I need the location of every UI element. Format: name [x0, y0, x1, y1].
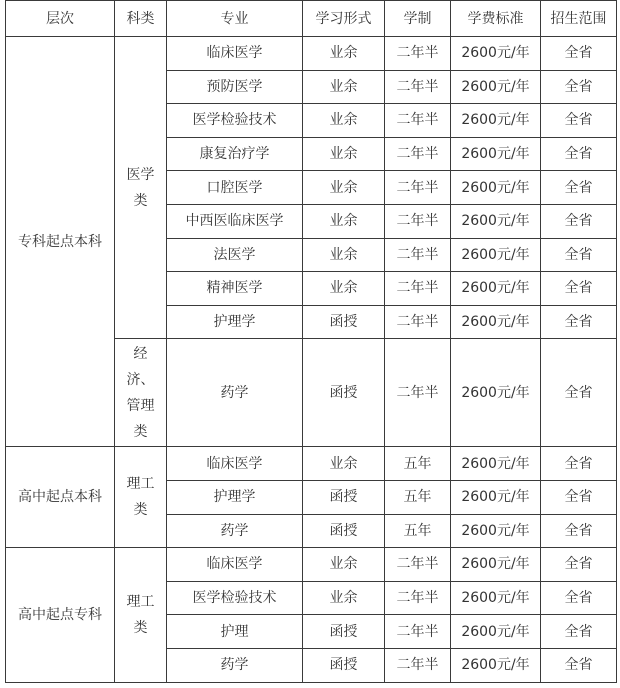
- header-duration: 学制: [385, 1, 451, 37]
- fee-cell: 2600元/年: [451, 581, 541, 615]
- scope-cell: 全省: [541, 581, 617, 615]
- duration-cell: 二年半: [385, 272, 451, 306]
- fee-cell: 2600元/年: [451, 37, 541, 71]
- major-cell: 临床医学: [167, 548, 303, 582]
- mode-cell: 业余: [303, 37, 385, 71]
- duration-cell: 二年半: [385, 171, 451, 205]
- mode-cell: 函授: [303, 339, 385, 447]
- level-cell: 高中起点本科: [6, 447, 115, 548]
- header-row: [6, 1, 617, 37]
- mode-cell: 业余: [303, 70, 385, 104]
- mode-cell: 业余: [303, 447, 385, 481]
- duration-cell: 二年半: [385, 648, 451, 682]
- mode-cell: 函授: [303, 514, 385, 548]
- header-major: 专业: [167, 1, 303, 37]
- duration-cell: 二年半: [385, 37, 451, 71]
- table-row: [6, 447, 617, 481]
- mode-cell: 业余: [303, 104, 385, 138]
- fee-cell: 2600元/年: [451, 339, 541, 447]
- scope-cell: 全省: [541, 238, 617, 272]
- scope-cell: 全省: [541, 37, 617, 71]
- mode-cell: 业余: [303, 204, 385, 238]
- major-cell: 医学检验技术: [167, 104, 303, 138]
- fee-cell: 2600元/年: [451, 648, 541, 682]
- fee-cell: 2600元/年: [451, 204, 541, 238]
- category-cell: 理工类: [115, 447, 167, 548]
- major-cell: 医学检验技术: [167, 581, 303, 615]
- scope-cell: 全省: [541, 615, 617, 649]
- duration-cell: 二年半: [385, 70, 451, 104]
- major-cell: 中西医临床医学: [167, 204, 303, 238]
- category-cell: 理工类: [115, 548, 167, 682]
- mode-cell: 业余: [303, 581, 385, 615]
- header-scope: 招生范围: [541, 1, 617, 37]
- major-cell: 药学: [167, 339, 303, 447]
- mode-cell: 函授: [303, 648, 385, 682]
- fee-cell: 2600元/年: [451, 171, 541, 205]
- major-cell: 预防医学: [167, 70, 303, 104]
- fee-cell: 2600元/年: [451, 70, 541, 104]
- fee-cell: 2600元/年: [451, 137, 541, 171]
- duration-cell: 五年: [385, 480, 451, 514]
- major-cell: 药学: [167, 514, 303, 548]
- scope-cell: 全省: [541, 548, 617, 582]
- fee-cell: 2600元/年: [451, 238, 541, 272]
- level-cell: 专科起点本科: [6, 37, 115, 447]
- mode-cell: 业余: [303, 548, 385, 582]
- major-cell: 康复治疗学: [167, 137, 303, 171]
- header-level: 层次: [6, 1, 115, 37]
- table-row: [6, 37, 617, 71]
- enrollment-table: [5, 0, 617, 683]
- header-tuition: 学费标准: [451, 1, 541, 37]
- category-cell: 经济、管理类: [115, 339, 167, 447]
- scope-cell: 全省: [541, 305, 617, 339]
- scope-cell: 全省: [541, 104, 617, 138]
- duration-cell: 二年半: [385, 204, 451, 238]
- duration-cell: 二年半: [385, 339, 451, 447]
- major-cell: 临床医学: [167, 447, 303, 481]
- table-row: [6, 548, 617, 582]
- mode-cell: 业余: [303, 171, 385, 205]
- scope-cell: 全省: [541, 272, 617, 306]
- duration-cell: 二年半: [385, 548, 451, 582]
- scope-cell: 全省: [541, 137, 617, 171]
- duration-cell: 二年半: [385, 581, 451, 615]
- scope-cell: 全省: [541, 70, 617, 104]
- fee-cell: 2600元/年: [451, 480, 541, 514]
- duration-cell: 二年半: [385, 305, 451, 339]
- major-cell: 护理学: [167, 305, 303, 339]
- major-cell: 护理: [167, 615, 303, 649]
- duration-cell: 二年半: [385, 104, 451, 138]
- mode-cell: 函授: [303, 615, 385, 649]
- header-category: 科类: [115, 1, 167, 37]
- scope-cell: 全省: [541, 514, 617, 548]
- scope-cell: 全省: [541, 648, 617, 682]
- major-cell: 精神医学: [167, 272, 303, 306]
- mode-cell: 函授: [303, 305, 385, 339]
- fee-cell: 2600元/年: [451, 548, 541, 582]
- duration-cell: 五年: [385, 514, 451, 548]
- mode-cell: 业余: [303, 272, 385, 306]
- mode-cell: 业余: [303, 137, 385, 171]
- mode-cell: 函授: [303, 480, 385, 514]
- major-cell: 临床医学: [167, 37, 303, 71]
- scope-cell: 全省: [541, 480, 617, 514]
- mode-cell: 业余: [303, 238, 385, 272]
- scope-cell: 全省: [541, 204, 617, 238]
- fee-cell: 2600元/年: [451, 104, 541, 138]
- fee-cell: 2600元/年: [451, 514, 541, 548]
- scope-cell: 全省: [541, 339, 617, 447]
- major-cell: 护理学: [167, 480, 303, 514]
- scope-cell: 全省: [541, 447, 617, 481]
- duration-cell: 二年半: [385, 615, 451, 649]
- scope-cell: 全省: [541, 171, 617, 205]
- duration-cell: 五年: [385, 447, 451, 481]
- header-study-mode: 学习形式: [303, 1, 385, 37]
- fee-cell: 2600元/年: [451, 272, 541, 306]
- level-cell: 高中起点专科: [6, 548, 115, 682]
- category-cell: 医学类: [115, 37, 167, 339]
- fee-cell: 2600元/年: [451, 447, 541, 481]
- fee-cell: 2600元/年: [451, 305, 541, 339]
- duration-cell: 二年半: [385, 137, 451, 171]
- duration-cell: 二年半: [385, 238, 451, 272]
- major-cell: 法医学: [167, 238, 303, 272]
- major-cell: 药学: [167, 648, 303, 682]
- fee-cell: 2600元/年: [451, 615, 541, 649]
- major-cell: 口腔医学: [167, 171, 303, 205]
